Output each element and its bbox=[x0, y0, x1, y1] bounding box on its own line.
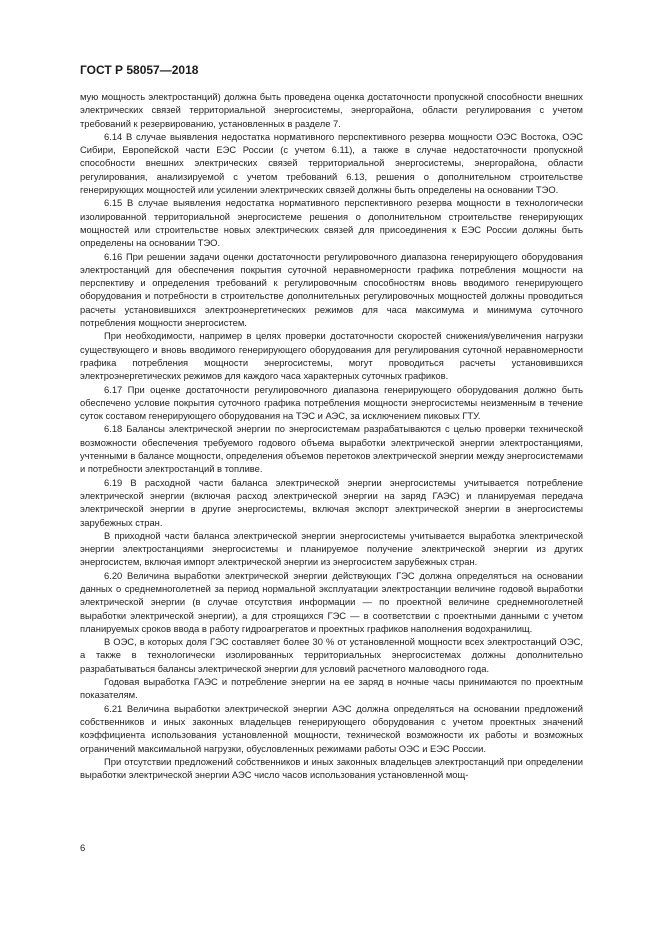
document-body bbox=[80, 90, 583, 781]
paragraph: Годовая выработка ГАЭС и потребление энергии на ее заряд в ночные часы принимаются по проектным показателям. bbox=[80, 676, 583, 701]
paragraph: мую мощность электростанций) должна быть проведена оценка достаточности пропускной способности внешних электрических связей территориальной энергосистемы, энергорайона, области регулирования с учетом требований к резервированию, установленных в разделе 7. bbox=[80, 91, 583, 129]
paragraph: 6.20 Величина выработки электрической энергии действующих ГЭС должна определяться на основании данных о среднемноголетней за период нормальной эксплуатации электростанции величине годовой выработки электрической энергии (в случае отсутствия информации — по проектной величине среднемноголетней выработки электрической энергии), а для строящихся ГЭС — в соответствии с проектными данными с учетом планируемых сроков ввода в работу гидроагрегатов и проектных графиков наполнения водохранилищ. bbox=[80, 569, 583, 634]
paragraph: В приходной части баланса электрической энергии энергосистемы учитывается выработка электрической энергии электростанциями энергосистемы и планируемое получение электрической энергии из других энергосистем, включая импорт электрической энергии из энергосистем зарубежных стран. bbox=[80, 529, 583, 568]
paragraph: При необходимости, например в целях проверки достаточности скоростей снижения/увеличения нагрузки существующего и вновь вводимого генерирующего оборудования для регулирования суточной неравномерности графика потребления мощности энергосистемы, могут проводиться расчеты установившихся электроэнергетических режимов для каждого часа характерных суточных графиков. bbox=[80, 330, 583, 382]
paragraph: 6.15 В случае выявления недостатка нормативного перспективного резерва мощности в технологически изолированной территориальной энергосистеме решения о дополнительном строительстве генерирующих мощностей или строительстве новых электрических связей для присоединения к ЕЭС России должны быть определены на основании ТЭО. bbox=[80, 197, 583, 249]
paragraph: 6.19 В расходной части баланса электрической энергии энергосистемы учитывается потребление электрической энергии (включая расход электрической энергии на заряд ГАЭС) и планируемая передача электрической энергии в другие энергосистемы, включая экспорт электрической энергии в энергосистемы зарубежных стран. bbox=[80, 476, 583, 528]
page-number: 6 bbox=[80, 843, 86, 854]
document-header: ГОСТ Р 58057—2018 bbox=[80, 63, 199, 77]
paragraph: 6.18 Балансы электрической энергии по энергосистемам разрабатываются с целью проверки технической возможности обеспечения требуемого годового объема выработки электрической энергии электростанциями, учтенными в балансе мощности, определения объемов перетоков электрической энергии между энергосистемами и потребности электростанций в топливе. bbox=[80, 423, 583, 475]
paragraph: В ОЭС, в которых доля ГЭС составляет более 30 % от установленной мощности всех электростанций ОЭС, а также в технологически изолированных территориальных энергосистемах должны дополнительно разрабатываться балансы электрической энергии для условий расчетного маловодного года. bbox=[80, 636, 583, 674]
paragraph: 6.14 В случае выявления недостатка нормативного перспективного резерва мощности ОЭС Востока, ОЭС Сибири, Европейской части ЕЭС России (с учетом 6.11), а также в случае недостаточности пропускной способности внешних электрических связей территориальной энергосистемы, энергорайона, области регулирования, анализируемой с учетом требований 6.13, решения о дополнительном строительстве генерирующих мощностей или усилении электрических связей должны быть определены на основании ТЭО. bbox=[80, 130, 583, 196]
paragraph: 6.16 При решении задачи оценки достаточности регулировочного диапазона генерирующего оборудования электростанций для обеспечения покрытия суточной неравномерности графика потребления мощности на перспективу и определения требований к регулировочным способностям вновь вводимого генерирующего оборудования и потребности в строительстве дополнительных регулировочных мощностей должны проводиться расчеты установившихся электроэнергетических режимов для часа максимума и минимума суточного потребления мощности энергосистем. bbox=[80, 250, 583, 329]
paragraph: 6.17 При оценке достаточности регулировочного диапазона генерирующего оборудования должно быть обеспечено условие покрытия суточного графика потребления мощности энергосистемы неизменным в течение суток составом генерирующего оборудования на ТЭС и АЭС, за исключением пиковых ГТУ. bbox=[80, 383, 583, 422]
paragraph: При отсутствии предложений собственников и иных законных владельцев электростанций при определении выработки электрической энергии АЭС число часов использования установленной мощ- bbox=[80, 755, 583, 781]
paragraph: 6.21 Величина выработки электрической энергии АЭС должна определяться на основании предложений собственников и иных законных владельцев генерирующего оборудования с учетом проектных значений коэффициента использования установленной мощности, технической возможности их работы и возможных ограничений максимальной нагрузки, обусловленных режимами работы ОЭС и ЕЭС России. bbox=[80, 702, 583, 754]
